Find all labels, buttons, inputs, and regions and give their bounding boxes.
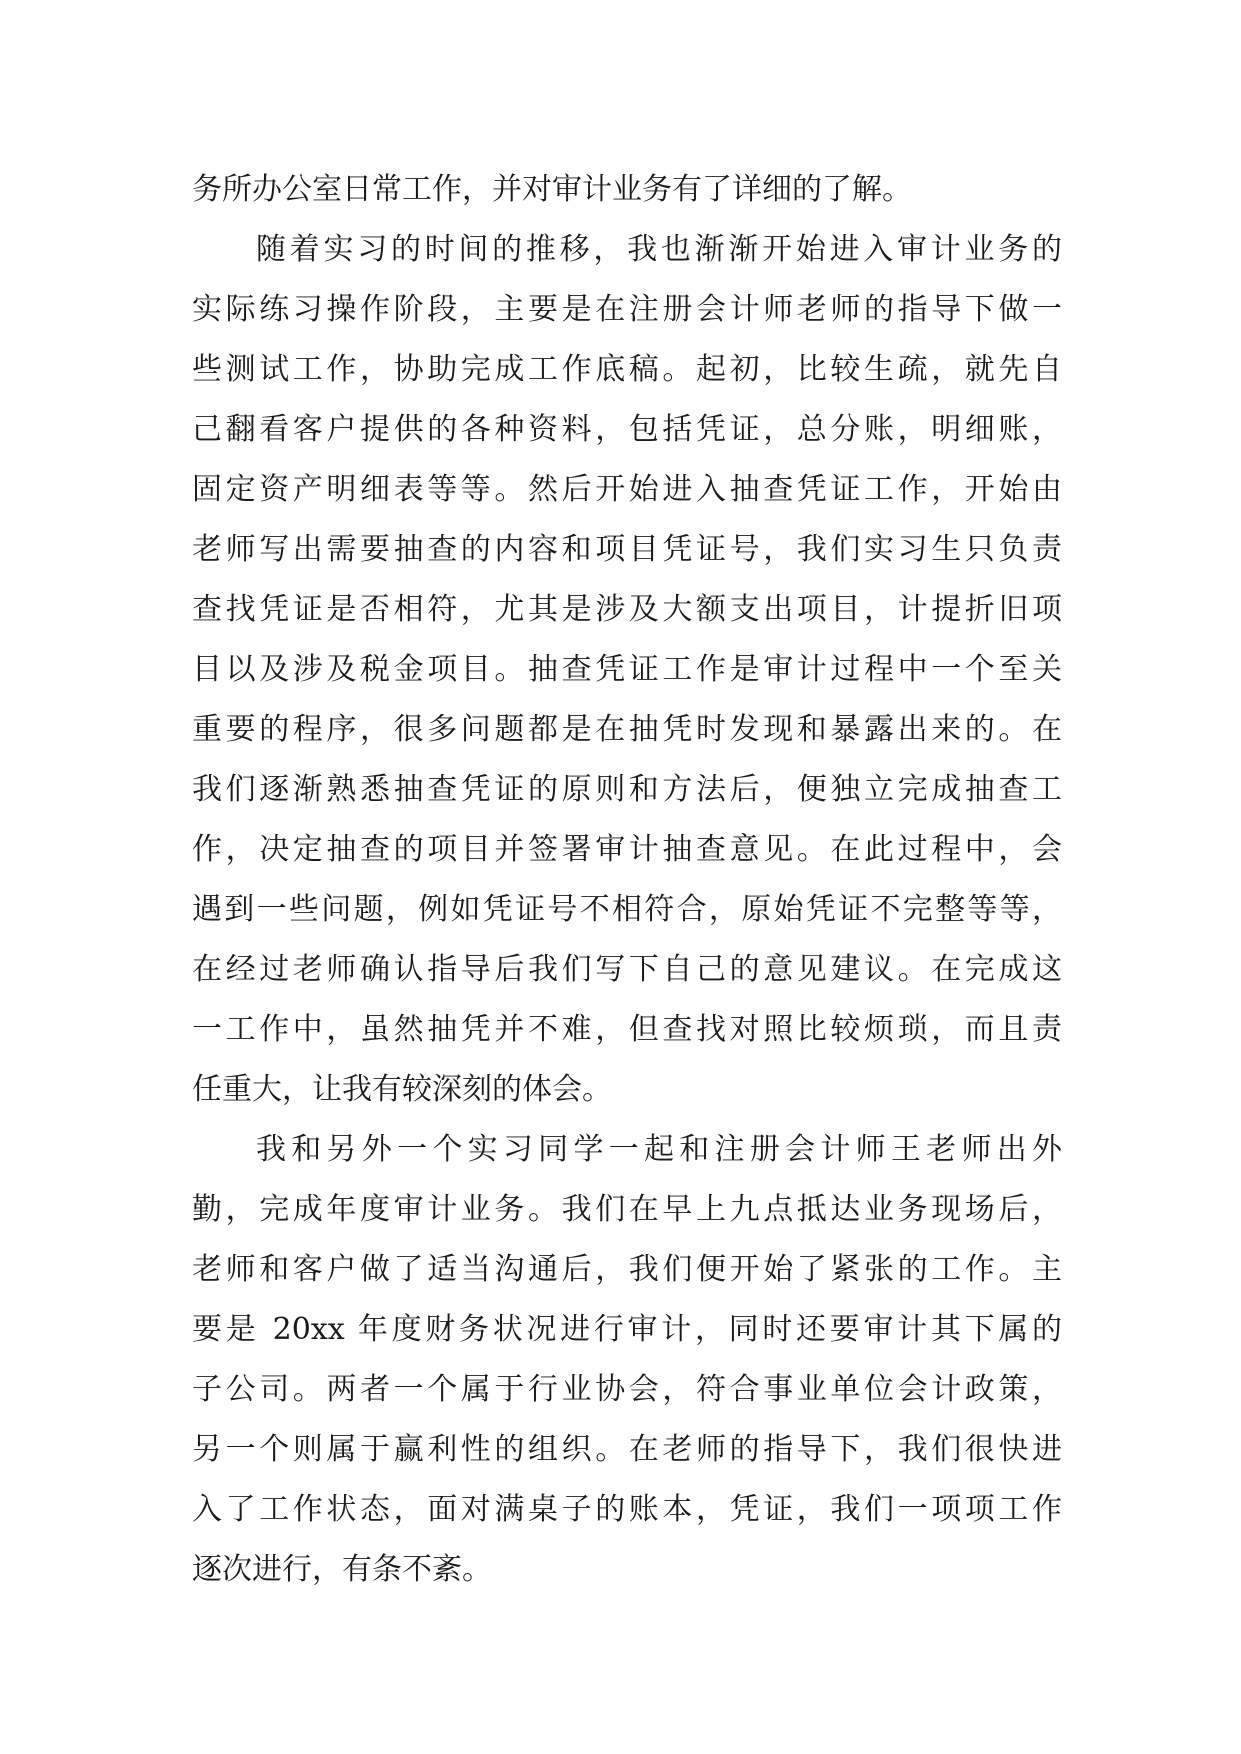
text-line: 一工作中，虽然抽凭并不难，但查找对照比较烦琐，而且责 xyxy=(192,1012,1062,1047)
text-line: 老师和客户做了适当沟通后，我们便开始了紧张的工作。主 xyxy=(192,1252,1062,1287)
text-line: 任重大，让我有较深刻的体会。 xyxy=(192,1072,612,1107)
text-line: 作，决定抽查的项目并签署审计抽查意见。在此过程中，会 xyxy=(192,832,1062,867)
text-line: 遇到一些问题，例如凭证号不相符合，原始凭证不完整等等， xyxy=(192,892,1062,927)
text-line: 些测试工作，协助完成工作底稿。起初，比较生疏，就先自 xyxy=(192,352,1062,387)
text-line: 入了工作状态，面对满桌子的账本，凭证，我们一项项工作 xyxy=(192,1492,1062,1527)
paragraph-first-line: 我和另外一个实习同学一起和注册会计师王老师出外 xyxy=(256,1132,1062,1167)
text-line: 子公司。两者一个属于行业协会，符合事业单位会计政策， xyxy=(192,1372,1062,1407)
text-line: 查找凭证是否相符，尤其是涉及大额支出项目，计提折旧项 xyxy=(192,592,1062,627)
text-line: 我们逐渐熟悉抽查凭证的原则和方法后，便独立完成抽查工 xyxy=(192,772,1062,807)
text-line: 目以及涉及税金项目。抽查凭证工作是审计过程中一个至关 xyxy=(192,652,1062,687)
text-line: 老师写出需要抽查的内容和项目凭证号，我们实习生只负责 xyxy=(192,532,1062,567)
text-line: 在经过老师确认指导后我们写下自己的意见建议。在完成这 xyxy=(192,952,1062,987)
text-line: 实际练习操作阶段，主要是在注册会计师老师的指导下做一 xyxy=(192,292,1062,327)
text-line: 另一个则属于赢利性的组织。在老师的指导下，我们很快进 xyxy=(192,1432,1062,1467)
text-line: 勤，完成年度审计业务。我们在早上九点抵达业务现场后， xyxy=(192,1192,1062,1227)
document-body xyxy=(192,160,1062,1600)
text-line: 重要的程序，很多问题都是在抽凭时发现和暴露出来的。在 xyxy=(192,712,1062,747)
text-line: 逐次进行，有条不紊。 xyxy=(192,1552,492,1587)
text-line: 固定资产明细表等等。然后开始进入抽查凭证工作，开始由 xyxy=(192,472,1062,507)
text-line: 要是 20xx 年度财务状况进行审计，同时还要审计其下属的 xyxy=(192,1312,1062,1347)
text-line: 己翻看客户提供的各种资料，包括凭证，总分账，明细账， xyxy=(192,412,1062,447)
text-line: 务所办公室日常工作，并对审计业务有了详细的了解。 xyxy=(192,172,912,207)
paragraph-first-line: 随着实习的时间的推移，我也渐渐开始进入审计业务的 xyxy=(256,232,1062,267)
